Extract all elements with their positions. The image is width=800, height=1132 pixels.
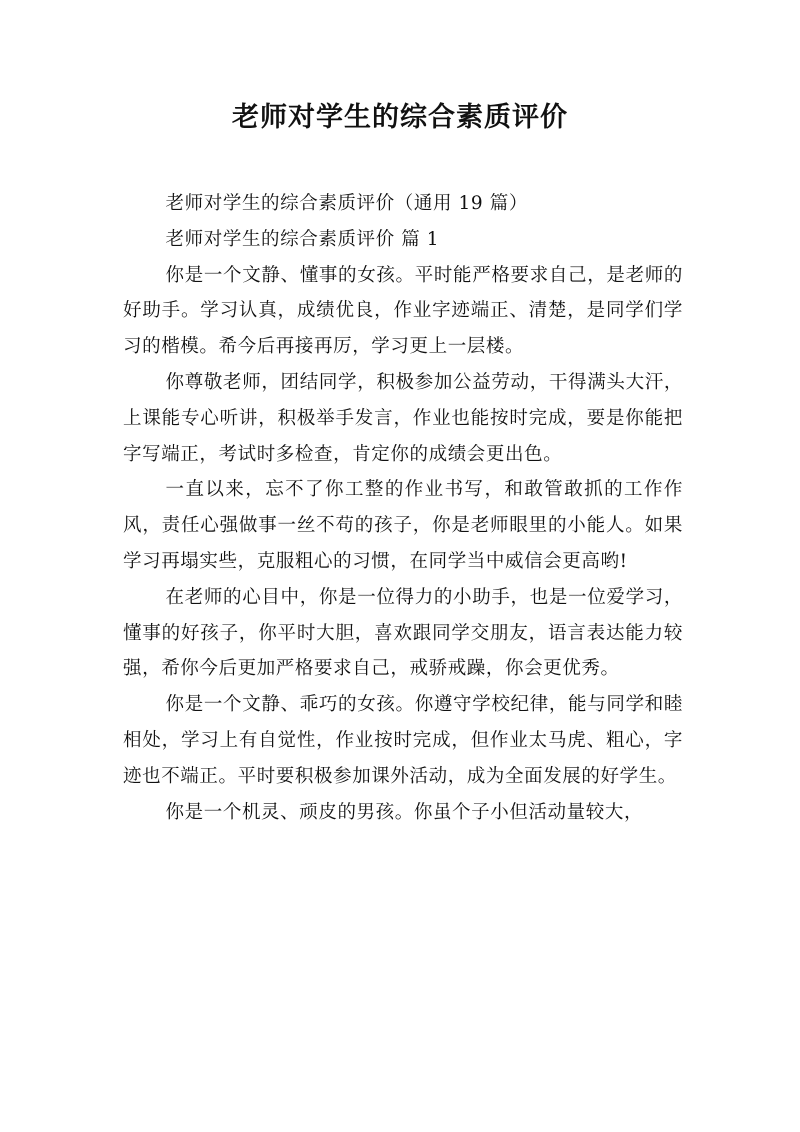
body-paragraph: 你是一个机灵、顽皮的男孩。你虽个子小但活动量较大， [165,801,644,823]
body-paragraph: 一直以来，忘不了你工整的作业书写，和敢管敢抓的工作作风，责任心强做事一丝不苟的孩子，你是老师眼里的小能人。如果学习再塌实些，克服粗心的习惯，在同学当中威信会更高哟! [123,479,683,572]
subtitle-paragraph: 老师对学生的综合素质评价（通用 19 篇） [165,193,528,214]
document-body [123,186,683,830]
body-paragraph: 你是一个文静、乖巧的女孩。你遵守学校纪律，能与同学和睦相处，学习上有自觉性，作业按时完成，但作业太马虎、粗心，字迹也不端正。平时要积极参加课外活动，成为全面发展的好学生。 [123,694,683,787]
document-title: 老师对学生的综合素质评价 [232,102,568,133]
body-paragraph: 你是一个文静、懂事的女孩。平时能严格要求自己，是老师的好助手。学习认真，成绩优良，作业字迹端正、清楚，是同学们学习的楷模。希今后再接再厉，学习更上一层楼。 [123,264,683,358]
body-paragraph: 在老师的心目中，你是一位得力的小助手，也是一位爱学习，懂事的好孩子，你平时大胆，喜欢跟同学交朋友，语言表达能力较强，希你今后更加严格要求自己，戒骄戒躁，你会更优秀。 [123,586,683,680]
body-paragraph: 你尊敬老师，团结同学，积极参加公益劳动，干得满头大汗，上课能专心听讲，积极举手发言，作业也能按时完成，要是你能把字写端正，考试时多检查，肯定你的成绩会更出色。 [123,371,683,465]
section-heading: 老师对学生的综合素质评价 篇 1 [165,228,440,250]
